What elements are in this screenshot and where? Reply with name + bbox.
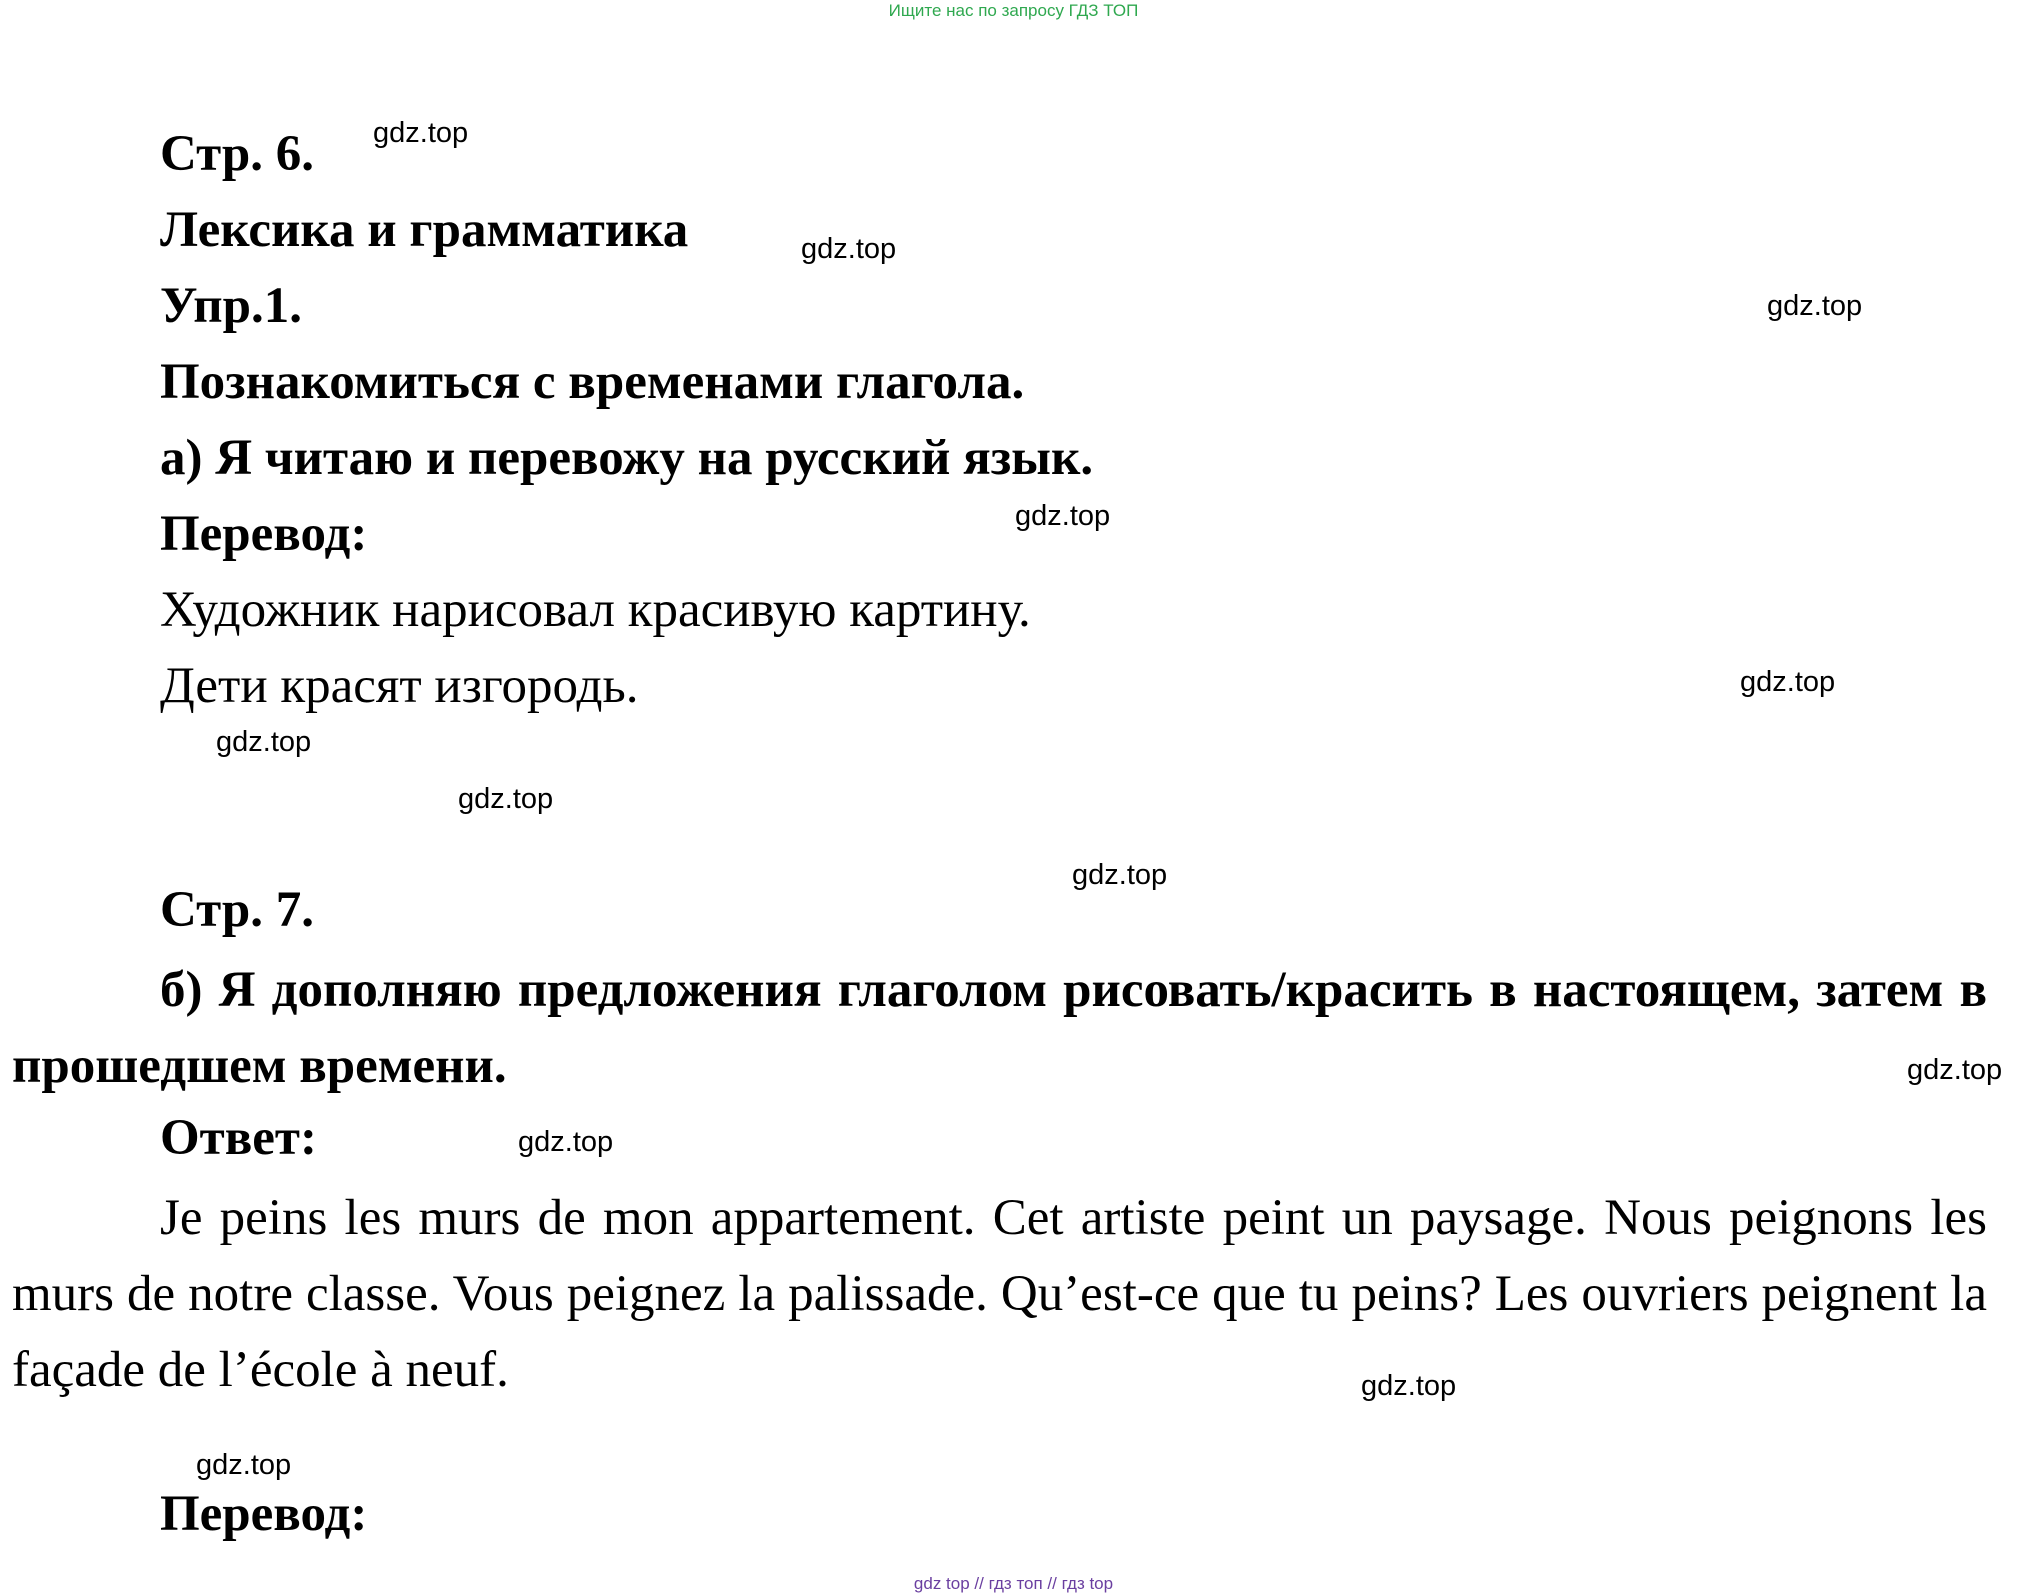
translation-line: Дети красят изгородь.	[160, 658, 639, 714]
watermark: gdz.top	[518, 1126, 614, 1158]
watermark: gdz.top	[216, 726, 312, 758]
answer-label: Ответ:	[160, 1110, 317, 1166]
topic-heading: Лексика и грамматика	[160, 202, 689, 258]
top-banner: Ищите нас по запросу ГДЗ ТОП	[888, 1, 1139, 20]
answer-text: Je peins les murs de mon appartement. Cet artiste peint un paysage. Nous peignons les murs de notre classe. Vous peignez la palissade. Qu’est-ce que tu peins? Les ouvriers peignent la façade de l’école à neuf.	[12, 1190, 1987, 1398]
page-number-6: Стр. 6.	[160, 126, 314, 182]
watermark: gdz.top	[1361, 1370, 1457, 1402]
watermark: gdz.top	[1740, 666, 1836, 698]
translation-line: Художник нарисовал красивую картину.	[160, 582, 1031, 638]
translation-label: Перевод:	[160, 506, 368, 562]
subtask-a: а) Я читаю и перевожу на русский язык.	[160, 430, 1094, 486]
subtask-b: б) Я дополняю предложения глаголом рисовать/красить в настоящем, затем в прошедшем времени.	[12, 962, 1987, 1094]
watermark: gdz.top	[196, 1449, 292, 1481]
exercise-heading: Упр.1.	[160, 278, 302, 334]
page-number-7: Стр. 7.	[160, 882, 314, 938]
watermark: gdz.top	[801, 233, 897, 265]
watermark: gdz.top	[373, 117, 469, 149]
watermark: gdz.top	[1015, 500, 1111, 532]
translation-label-2: Перевод:	[160, 1486, 368, 1542]
watermark: gdz.top	[1767, 290, 1863, 322]
task-heading: Познакомиться с временами глагола.	[160, 354, 1025, 410]
watermark: gdz.top	[1907, 1054, 2003, 1086]
watermark: gdz.top	[1072, 859, 1168, 891]
footer: gdz top // гдз топ // гдз top	[913, 1574, 1114, 1593]
watermark: gdz.top	[458, 783, 554, 815]
